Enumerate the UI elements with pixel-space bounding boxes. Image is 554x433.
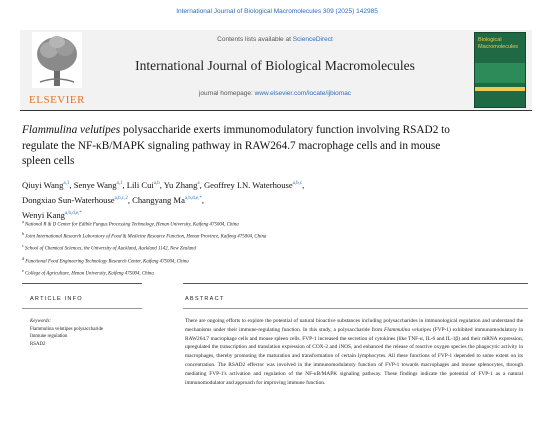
contents-line [100,36,450,43]
author-separator: , [127,194,133,205]
affiliation-item [22,242,442,254]
homepage-link[interactable]: www.elsevier.com/locate/ijbiomac [254,90,352,97]
author-separator: , [201,194,204,205]
author-separator: , [122,179,127,190]
keyword-item: Flammulina velutipes polysaccharide [30,326,104,332]
abstract-part: There are ongoing efforts to explore the potential of natural bioactive substances including polysaccharides in immunological regulation and understand the mechanisms under their immune-regulating function. In this study, a polysaccharide from [185,318,523,333]
affiliation-marker: e [22,267,24,273]
affiliation-text: Functional Food Engineering Technology Research Center, Kaifeng 475004, China [25,259,189,265]
affiliation-text: National R & D Center for Edible Fungus Processing Technology, Henan University, Kaifeng 475004, China [25,222,239,228]
author-separator: , [302,179,305,190]
author-affiliation-marker[interactable]: a [197,181,200,186]
affiliation-marker: b [22,231,25,237]
abstract-text [185,317,523,387]
affiliation-text: Joint International Research Laboratory of Food & Medicine Resource Function, Henan Province, Kaifeng 475004, China [25,234,267,240]
author-name[interactable]: Yu Zhang [163,179,198,190]
author-name[interactable]: Changyang Ma [132,194,185,205]
author-separator: , [159,179,164,190]
divider [22,283,142,284]
author-list [22,177,452,222]
affiliation-marker: d [22,255,25,261]
author-separator: , [199,179,204,190]
author-separator: , [69,179,74,190]
cover-title: Biological Macromolecules [478,37,519,50]
author-affiliation-marker[interactable]: a,b,c,2 [114,195,128,201]
divider [22,308,142,309]
author-affiliation-marker[interactable]: a,b,d,e,* [64,210,82,216]
divider [183,308,528,309]
homepage-prefix: journal homepage: [198,90,253,97]
article-info-heading: ARTICLE INFO [30,296,83,302]
author-name[interactable]: Senye Wang [73,179,117,190]
affiliation-item [22,255,442,267]
cover-stripe [475,87,525,91]
affiliation-item [22,230,442,242]
divider [183,283,528,284]
abstract-species: Flammulina velutipes [384,326,432,333]
author-name[interactable]: Wenyi Kang [22,209,65,220]
cover-band [475,63,525,83]
journal-citation[interactable]: International Journal of Biological Macromolecules 309 (2025) 142985 [176,8,378,15]
abstract-part: (FVP-1) exhibited immunomodulatory in RAW264.7 macrophage cells and mouse spleen cells. FVP-1 increased the secretion of cytokines (like TNF-α, IL-6 and IL-1β) and their mRNA expression, upregulated the transcription and translation expression of COX-2 and iNOS, and enhanced the release of reactive oxygen species the phagocytic activity in macrophages, thereby promoting the maturation and transformation of certain lymphocytes. All these functions of FVP-1 depended to some extent on its concentration. The RSAD2 effector was involved in the immunomodulatory function of FVP-1 towards macrophages and mouse splenocytes, through mediating FVP-1's activation and regulation of the NF-κB/MAPK signaling pathway. These findings indicate the potential of FVP-1 as a natural immunomodulator and approach for improving immune function. [185,326,523,386]
article-title [22,123,462,170]
keyword-item: Immune regulation [30,334,68,339]
affiliation-text: College of Agriculture, Henan University, Kaifeng 475004, China [25,271,154,277]
author-name[interactable]: Lili Cui [126,179,154,190]
journal-title: International Journal of Biological Macromolecules [135,58,415,73]
author-affiliation-marker[interactable]: a,1 [63,181,70,186]
affiliation-text: School of Chemical Sciences, the University of Auckland, Auckland 1142, New Zealand [25,247,196,253]
affiliation-marker: a [22,219,24,224]
abstract-heading: ABSTRACT [185,296,225,302]
keyword-item: RSAD2 [30,341,46,347]
author-name[interactable]: Geoffrey I.N. Waterhouse [203,179,293,190]
author-name[interactable]: Qiuyi Wang [22,179,64,190]
elsevier-logo[interactable] [26,32,88,108]
author-affiliation-marker[interactable]: a,b,c [292,181,303,186]
title-text: polysaccharide exerts immunomodulatory function involving RSAD2 to regulate the NF-κB/MAPK signaling pathway in RAW264.7 macrophage cells and in mouse spleen cells [22,124,450,167]
elsevier-tree-icon [32,32,82,88]
author-affiliation-marker[interactable]: a,b,d,e,* [184,195,202,201]
journal-cover-thumbnail[interactable] [474,32,526,108]
affiliation-list [22,218,442,279]
author-affiliation-marker[interactable]: a,b [153,181,160,186]
elsevier-wordmark: ELSEVIER [29,94,85,106]
contents-prefix: Contents lists available at [217,36,291,43]
title-species: Flammulina velutipes [22,124,121,136]
journal-masthead [20,30,532,111]
sciencedirect-link[interactable]: ScienceDirect [292,36,333,43]
homepage-line [100,90,450,97]
author-name[interactable]: Dongxiao Sun-Waterhouse [22,194,115,205]
keywords-block [30,318,160,348]
affiliation-marker: c [22,243,24,249]
keywords-heading: Keywords: [30,319,52,324]
affiliation-item [22,267,442,279]
affiliation-item [22,218,442,230]
author-affiliation-marker[interactable]: a,1 [116,181,123,186]
